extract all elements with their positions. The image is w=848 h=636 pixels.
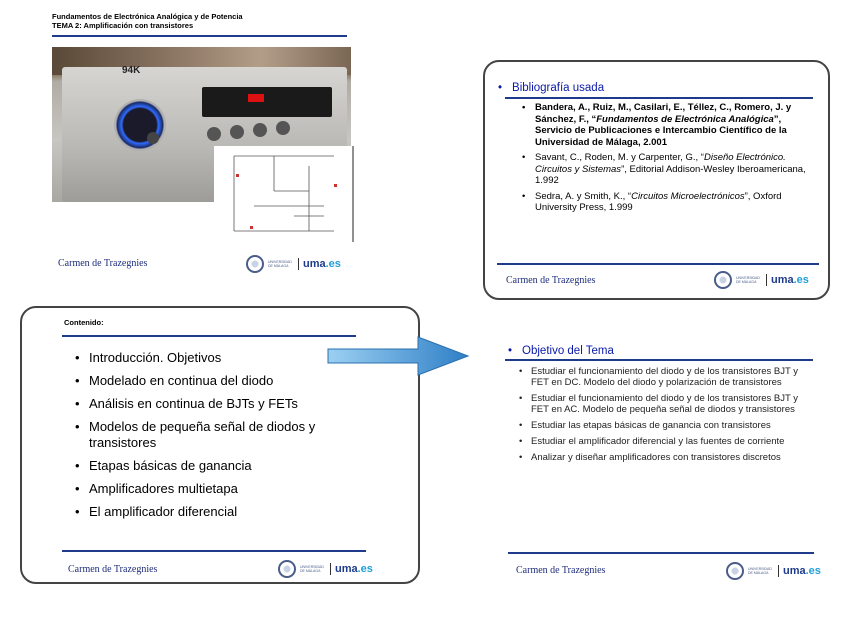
- footer-rule: [497, 263, 819, 265]
- ref-2-pre: Savant, C., Roden, M. y Carpenter, G., “: [535, 152, 704, 163]
- contents-item: • Análisis en continua de BJTs y FETs: [75, 396, 365, 412]
- contents-item: • Amplificadores multietapa: [75, 481, 365, 497]
- title-rule: [505, 97, 813, 99]
- course-title: Fundamentos de Electrónica Analógica y de Potencia: [52, 12, 243, 21]
- logo-divider: [330, 563, 331, 575]
- university-seal-icon: [246, 255, 264, 273]
- uma-logo: [783, 565, 821, 577]
- uma-text: uma: [303, 258, 326, 270]
- bibliography-title-text: Bibliografía usada: [512, 82, 605, 94]
- author-signature: Carmen de Trazegnies: [68, 564, 158, 575]
- objective-item: • Estudiar las etapas básicas de ganancia con transistores: [519, 420, 804, 431]
- uma-text: uma: [771, 274, 794, 286]
- logo-divider: [766, 274, 767, 286]
- header-rule: [52, 35, 347, 37]
- topic-title: TEMA 2: Amplificación con transistores: [52, 21, 194, 30]
- reference-item: [522, 152, 808, 187]
- objective-title: • Objetivo del Tema: [508, 345, 614, 357]
- slide-1-header: [52, 12, 243, 30]
- university-name: UNIVERSIDAD DE MÁLAGA: [268, 260, 292, 268]
- objective-title-text: Objetivo del Tema: [522, 345, 614, 357]
- uma-text: uma: [335, 563, 358, 575]
- uma-es-text: .es: [325, 258, 341, 270]
- ref-3-pre: Sedra, A. y Smith, K., “: [535, 190, 632, 202]
- author-signature: Carmen de Trazegnies: [58, 258, 148, 269]
- university-logo: [714, 271, 809, 289]
- objective-item: • Estudiar el funcionamiento del diodo y de los transistores BJT y FET en DC. Modelo del diodo y polarización de transistores: [519, 366, 804, 388]
- university-seal-icon: [278, 560, 296, 578]
- uma-logo: [771, 274, 809, 286]
- university-logo: [726, 562, 821, 580]
- ref-3-post: ”, Oxford University Press, 1.999: [535, 190, 782, 213]
- bibliography-title: • Bibliografía usada: [498, 82, 605, 94]
- contents-item: • Introducción. Objetivos: [75, 350, 365, 366]
- ref-3-title: Circuitos Microelectrónicos: [631, 190, 745, 202]
- uma-logo: [303, 258, 341, 270]
- title-rule: [62, 335, 356, 337]
- footer-rule: [62, 550, 366, 552]
- university-logo: [278, 560, 373, 578]
- ref-2-title: Diseño Electrónico. Circuitos y Sistemas: [535, 152, 786, 175]
- amp-brand: 94K: [122, 65, 141, 76]
- right-arrow-icon: [326, 334, 472, 378]
- university-seal-icon: [714, 271, 732, 289]
- author-signature: Carmen de Trazegnies: [506, 275, 596, 286]
- uma-es-text: .es: [805, 565, 821, 577]
- reference-item: [522, 191, 808, 214]
- ref-1-title: Fundamentos de Electrónica Analógica: [596, 113, 774, 125]
- contents-item: • Modelos de pequeña señal de diodos y transistores: [75, 419, 365, 451]
- university-seal-icon: [726, 562, 744, 580]
- objective-item: • Estudiar el amplificador diferencial y las fuentes de corriente: [519, 436, 804, 447]
- objective-item: • Estudiar el funcionamiento del diodo y de los transistores BJT y FET en AC. Modelo de pequeña señal de diodos y transistores: [519, 393, 804, 415]
- university-logo: [246, 255, 341, 273]
- objective-list: [519, 366, 804, 468]
- volume-knob: [114, 99, 166, 151]
- circuit-schematic: [214, 146, 356, 242]
- contents-item: • El amplificador diferencial: [75, 504, 365, 520]
- university-name: UNIVERSIDAD DE MÁLAGA: [736, 276, 760, 284]
- title-rule: [505, 359, 813, 361]
- contents-title: Contenido:: [64, 318, 104, 327]
- ref-2-post: ”, Editorial Addison-Wesley Iberoamericana, 1.992: [535, 163, 806, 186]
- uma-text: uma: [783, 565, 806, 577]
- university-name: UNIVERSIDAD DE MÁLAGA: [300, 565, 324, 573]
- contents-list: [75, 350, 365, 527]
- footer-rule: [508, 552, 814, 554]
- uma-es-text: .es: [357, 563, 373, 575]
- reference-list: [522, 102, 808, 218]
- logo-divider: [298, 258, 299, 270]
- author-signature: Carmen de Trazegnies: [516, 565, 606, 576]
- uma-logo: [335, 563, 373, 575]
- university-name: UNIVERSIDAD DE MÁLAGA: [748, 567, 772, 575]
- contents-item: • Modelado en continua del diodo: [75, 373, 365, 389]
- ref-1-pre: Bandera, A., Ruiz, M., Casilari, E., Téllez, C., Romero, J. y Sánchez, F., “: [535, 102, 792, 125]
- contents-item: • Etapas básicas de ganancia: [75, 458, 365, 474]
- uma-es-text: .es: [793, 274, 809, 286]
- logo-divider: [778, 565, 779, 577]
- ref-1-post: ”, Servicio de Publicaciones e Intercambio Científico de la Universidad de Málaga, 2.001: [535, 113, 787, 148]
- objective-item: • Analizar y diseñar amplificadores con transistores discretos: [519, 452, 804, 463]
- reference-item: [522, 102, 808, 148]
